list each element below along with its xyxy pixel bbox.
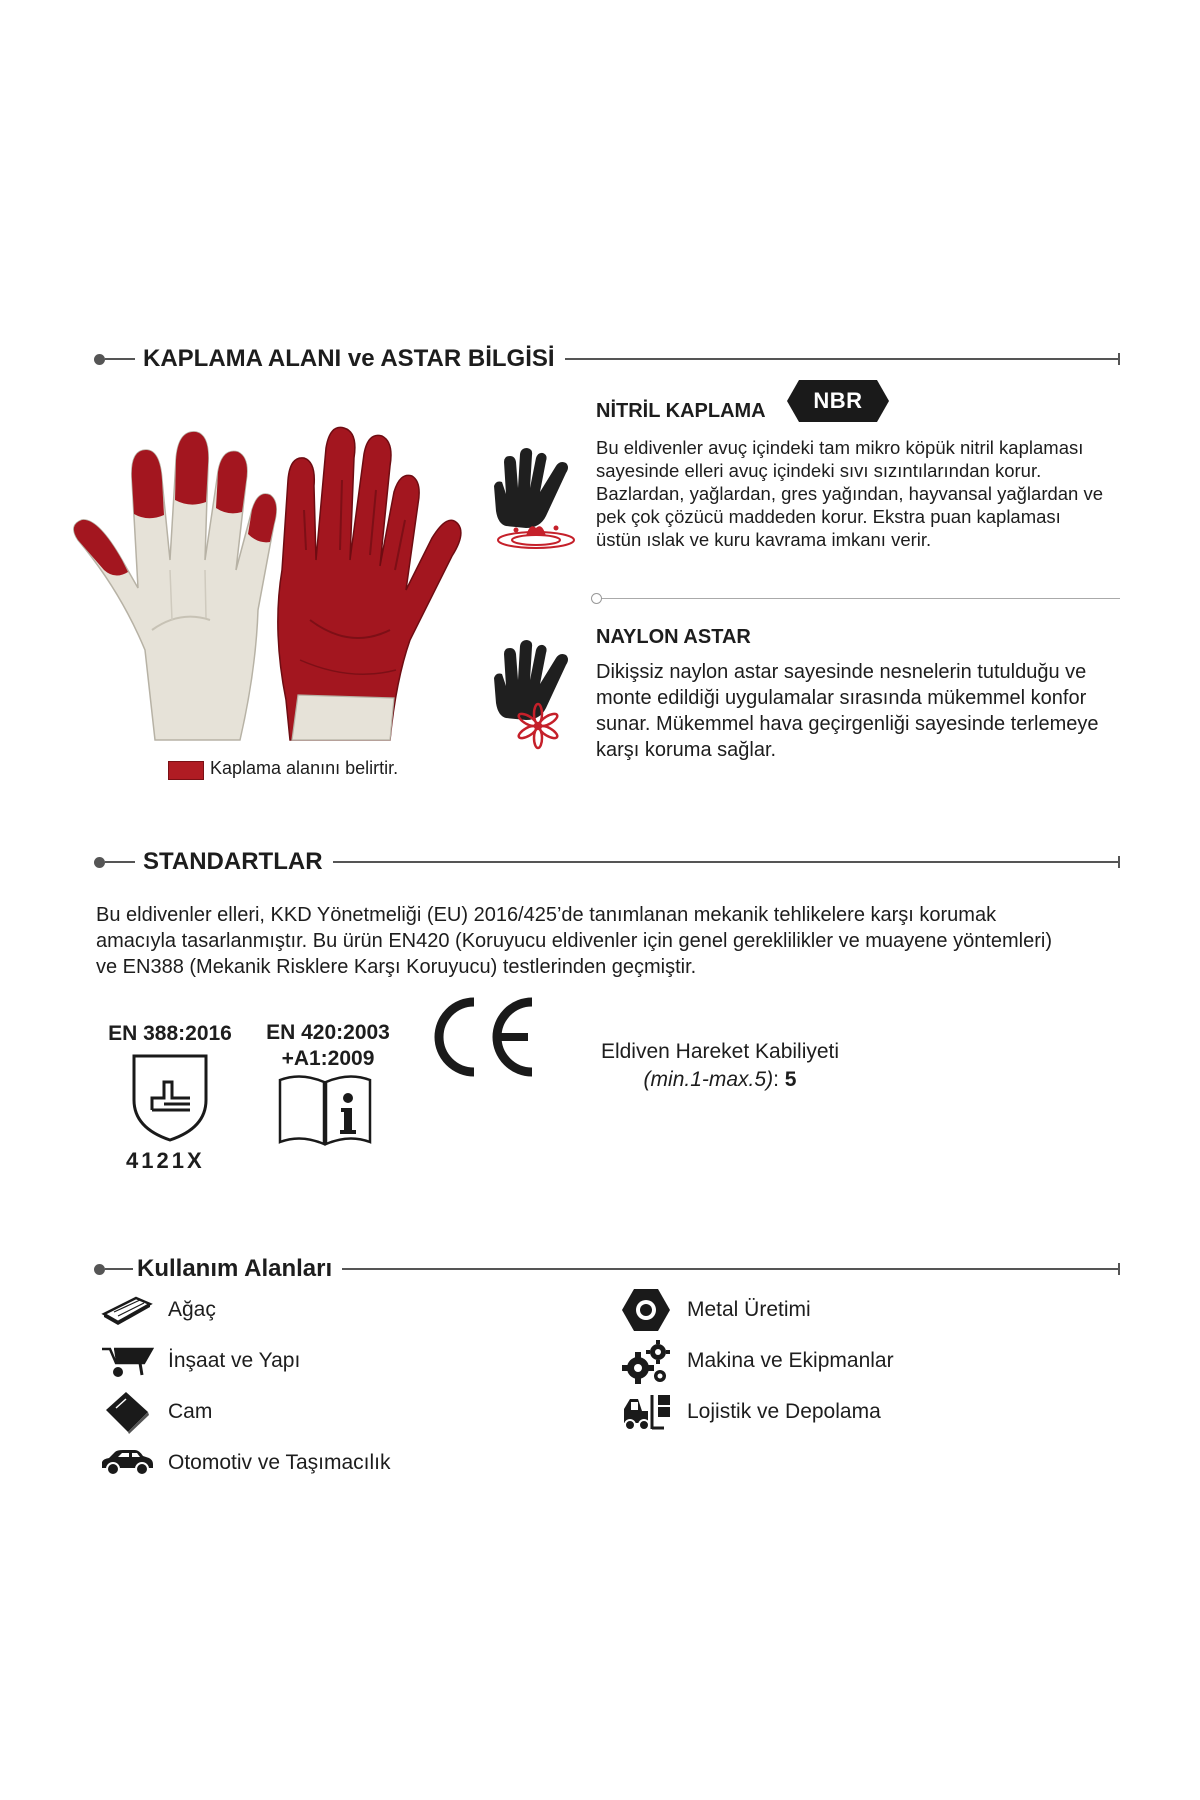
usage-item-machinery: Makina ve Ekipmanlar <box>617 1339 894 1383</box>
en388-shield-icon <box>130 1052 210 1144</box>
bullet-dot <box>94 354 105 365</box>
bullet-dot <box>94 1264 105 1275</box>
glove-dexterity: Eldiven Hareket Kabiliyeti (min.1-max.5): 5 <box>600 1040 840 1091</box>
glove-back-view <box>74 432 276 740</box>
breathable-liner-icon <box>486 628 586 758</box>
section-title: Kullanım Alanları <box>137 1255 333 1282</box>
section-title: KAPLAMA ALANI ve ASTAR BİLGİSİ <box>143 345 555 372</box>
en420-label: EN 420:2003 +A1:2009 <box>266 1021 390 1070</box>
forklift-icon <box>617 1390 675 1434</box>
wheelbarrow-icon <box>98 1339 156 1383</box>
en388-performance-code: 4121X <box>126 1148 205 1173</box>
usage-item-logistics: Lojistik ve Depolama <box>617 1390 881 1434</box>
car-icon <box>98 1441 156 1485</box>
bullet-dot <box>94 857 105 868</box>
nitrile-heading: NİTRİL KAPLAMA <box>596 400 766 422</box>
usage-item-glass: Cam <box>98 1390 212 1434</box>
section-rule <box>565 358 1120 360</box>
ce-mark-icon <box>428 996 538 1078</box>
info-book-icon <box>276 1070 374 1148</box>
liquid-protection-icon <box>486 436 586 556</box>
section-header-usage <box>94 1254 1120 1284</box>
section-header-standards <box>94 847 1120 877</box>
section-title: STANDARTLAR <box>143 848 323 875</box>
wood-icon <box>98 1288 156 1332</box>
glove-illustration <box>60 420 490 750</box>
usage-item-construction: İnşaat ve Yapı <box>98 1339 300 1383</box>
coating-legend-text: Kaplama alanını belirtir. <box>210 758 399 778</box>
nylon-description: Dikişsiz naylon astar sayesinde nesnelerin tutulduğu ve monte edildiği uygulamalar sırasında mükemmel konfor sunar. Mükemmel hava geçirgenliği sayesinde terlemeye karşı koruma sağlar. <box>596 661 1099 761</box>
nitrile-description: Bu eldivenler avuç içindeki tam mikro köpük nitril kaplaması sayesinde elleri avuç içindeki sıvı sızıntılarından korur. Bazlardan, yağlardan, gres yağından, hayvansal yağlardan ve pek çok çözücü maddeden korur. Ekstra puan kaplaması üstün ıslak ve kuru kavrama imkanı verir. <box>596 437 1104 550</box>
section-rule <box>342 1268 1120 1270</box>
glove-palm-view <box>278 427 461 740</box>
hex-nut-icon <box>617 1288 675 1332</box>
section-rule <box>333 861 1120 863</box>
standards-description: Bu eldivenler elleri, KKD Yönetmeliği (EU) 2016/425’de tanımlanan mekanik tehlikelere karşı korumak amacıyla tasarlanmıştır. Bu ürün EN420 (Koruyucu eldivenler için genel gereklilikler ve muayene yöntemleri) ve EN388 (Mekanik Risklere Karşı Koruyucu) testlerinden geçmiştir. <box>96 904 1052 978</box>
glass-icon <box>98 1390 156 1434</box>
usage-item-metal: Metal Üretimi <box>617 1288 811 1332</box>
section-header-coating <box>94 344 1120 374</box>
en388-label: EN 388:2016 <box>108 1022 232 1045</box>
nbr-badge: NBR <box>785 378 891 424</box>
nylon-heading: NAYLON ASTAR <box>596 626 751 648</box>
coating-legend-swatch <box>168 761 204 780</box>
usage-item-wood: Ağaç <box>98 1288 216 1332</box>
gears-icon <box>617 1339 675 1383</box>
usage-item-automotive: Otomotiv ve Taşımacılık <box>98 1441 391 1485</box>
subsection-divider <box>596 598 1120 599</box>
dexterity-value: 5 <box>784 1068 797 1091</box>
